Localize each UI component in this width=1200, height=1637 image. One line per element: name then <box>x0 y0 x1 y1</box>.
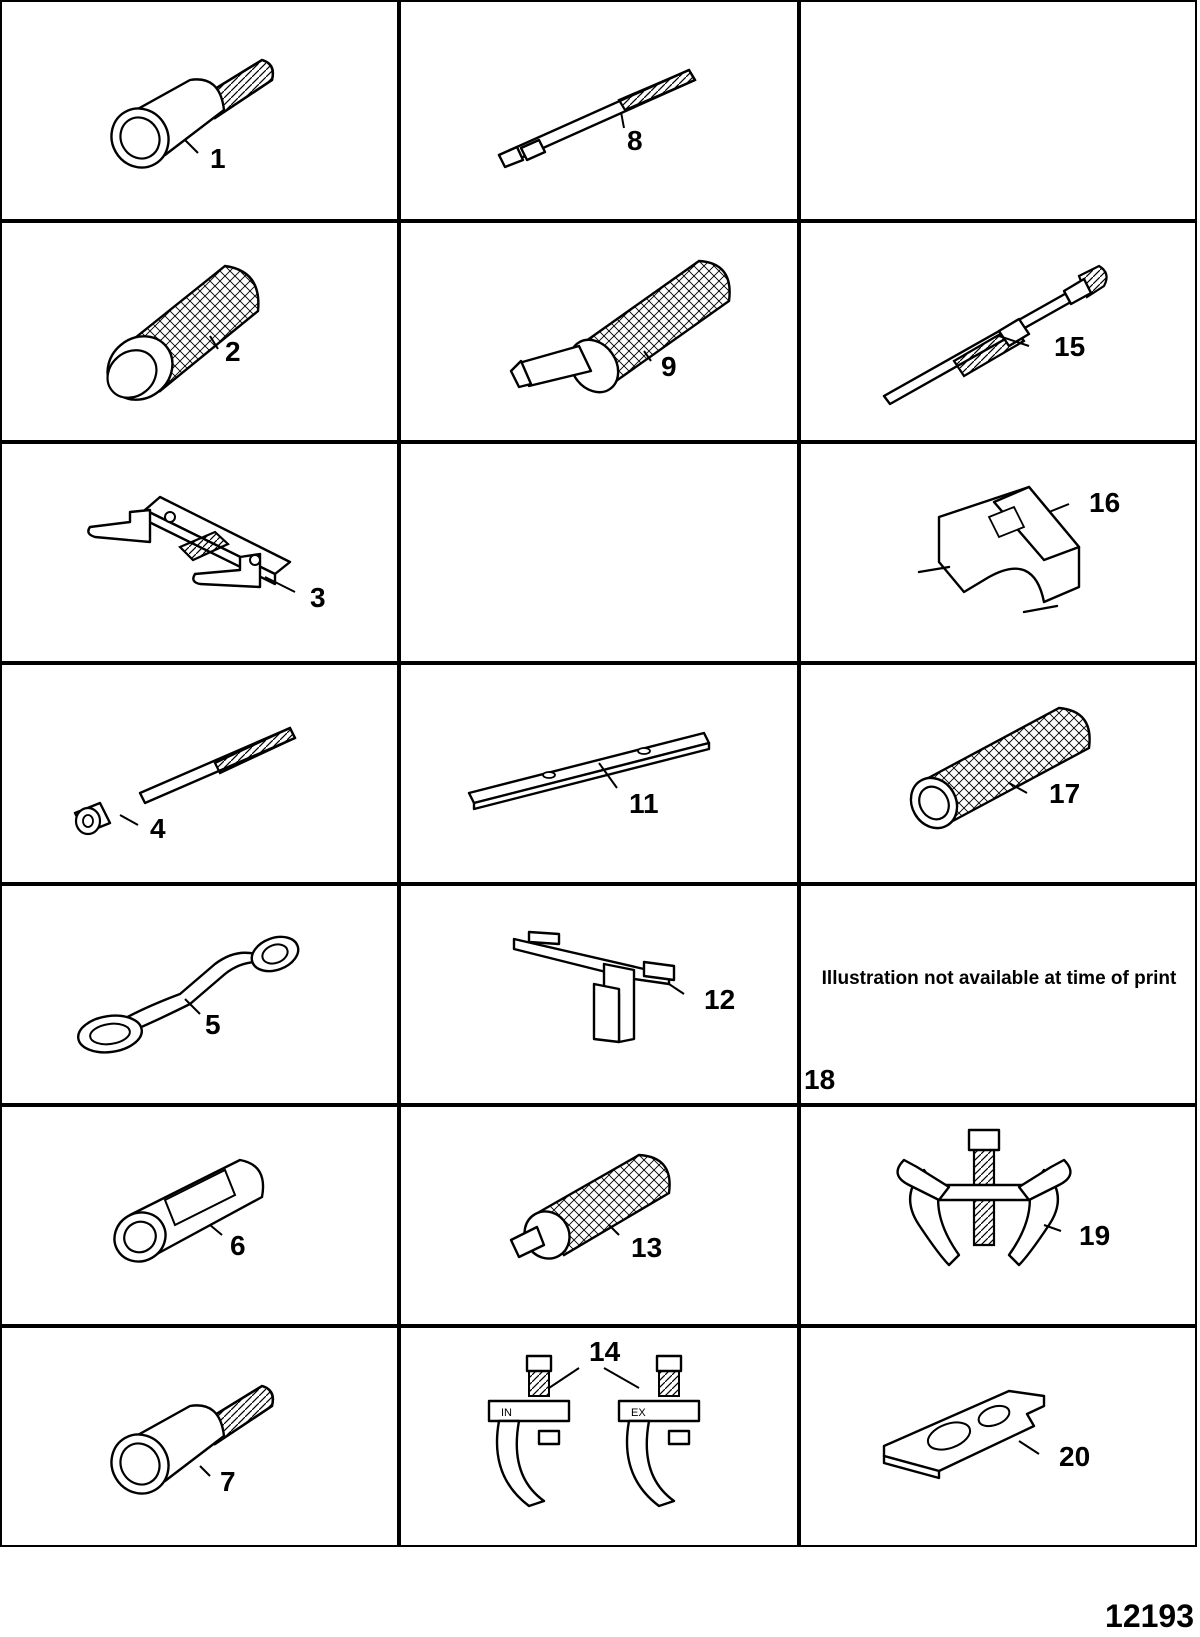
callout-label-15: 15 <box>1054 331 1086 362</box>
tool-illustration-6 <box>105 1160 263 1271</box>
grid-cell <box>400 443 798 662</box>
leader-line <box>120 815 138 825</box>
callout-label-19: 19 <box>1079 1220 1111 1251</box>
grid-cell <box>800 885 1196 1104</box>
callout-label-1: 1 <box>210 143 226 174</box>
grid-cell <box>800 1 1196 220</box>
tool-illustration-3 <box>88 497 325 613</box>
leader-line <box>210 1225 222 1235</box>
callout-label-16: 16 <box>1089 487 1121 518</box>
leader-line <box>621 112 624 128</box>
tool-illustration-7 <box>101 1386 273 1504</box>
leader-line <box>1019 1441 1039 1454</box>
leader-line <box>200 1466 210 1476</box>
tool-illustration-4 <box>75 728 295 844</box>
tool-illustration-12 <box>514 932 735 1042</box>
tool-illustration-14 <box>489 1336 699 1506</box>
callout-label-13: 13 <box>631 1232 663 1263</box>
tool-illustration-2 <box>95 266 259 413</box>
callout-label-17: 17 <box>1049 778 1081 809</box>
document-number: 12193 <box>1105 1598 1194 1634</box>
tool-illustration-11 <box>469 733 709 819</box>
callout-label-8: 8 <box>627 125 643 156</box>
callout-label-14: 14 <box>589 1336 621 1367</box>
tool-illustration-17 <box>902 708 1090 837</box>
tool-illustration-1 <box>101 60 273 178</box>
callout-label-2: 2 <box>225 336 241 367</box>
leader-line <box>1049 504 1069 512</box>
callout-label-9: 9 <box>661 351 677 382</box>
leader-line <box>669 984 684 994</box>
tool-illustration-18 <box>804 968 1177 1095</box>
callout-label-6: 6 <box>230 1230 246 1261</box>
callout-label-20: 20 <box>1059 1441 1091 1472</box>
tool-illustration-9 <box>511 261 730 402</box>
clamp-marking-ex: EX <box>631 1407 646 1419</box>
tool-illustration-13 <box>511 1155 670 1267</box>
callout-label-12: 12 <box>704 984 736 1015</box>
tool-illustration-16 <box>919 487 1120 612</box>
tool-illustration-5 <box>76 931 303 1057</box>
callout-label-3: 3 <box>310 582 326 613</box>
clamp-marking-in: IN <box>501 1407 512 1419</box>
callout-label-11: 11 <box>629 788 659 819</box>
leader-line <box>185 140 198 153</box>
tool-illustration-15 <box>884 266 1107 404</box>
tool-illustration-19 <box>898 1130 1111 1265</box>
tool-illustration-20 <box>884 1391 1090 1478</box>
unavailable-note: Illustration not available at time of print <box>821 968 1177 989</box>
callout-label-7: 7 <box>220 1466 236 1497</box>
callout-label-4: 4 <box>150 813 166 844</box>
tool-illustration-8 <box>499 70 695 167</box>
callout-label-5: 5 <box>205 1009 221 1040</box>
leader-line <box>265 577 295 592</box>
callout-label-18: 18 <box>804 1064 836 1095</box>
leader-line <box>549 1368 639 1388</box>
